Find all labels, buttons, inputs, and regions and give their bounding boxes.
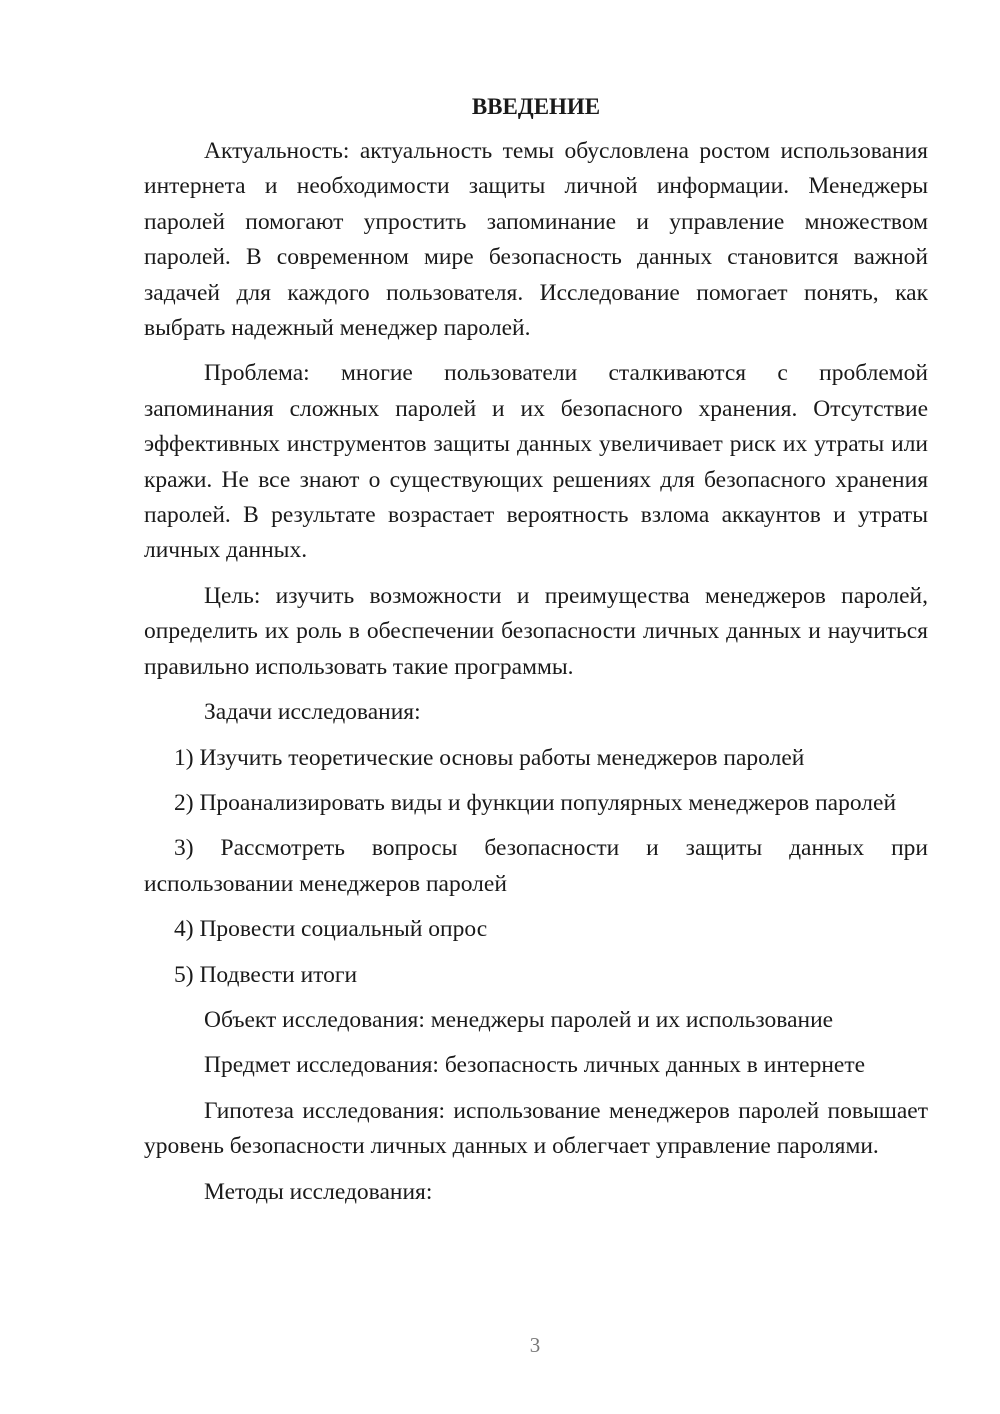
- task-item-2: 2) Проанализировать виды и функции популярных менеджеров паролей: [174, 789, 897, 816]
- document-page: [144, 90, 928, 1220]
- paragraph-methods: Методы исследования:: [204, 1178, 433, 1205]
- paragraph-subject: Предмет исследования: безопасность личных данных в интернете: [204, 1052, 866, 1079]
- paragraph-relevance: Актуальность: актуальность темы обусловлена ростом использования интернета и необходимости защиты личной информации. Менеджеры паролей помогают упростить запоминание и управление множеством паролей. В современном мире безопасность данных становится важной задачей для каждого пользователя. Исследование помогает понять, как выбрать надежный менеджер паролей.: [144, 138, 928, 342]
- task-item-4: 4) Провести социальный опрос: [174, 916, 488, 943]
- paragraph-problem: Проблема: многие пользователи сталкиваются с проблемой запоминания сложных паролей и их безопасного хранения. Отсутствие эффективных инструментов защиты данных увеличивает риск их утраты или кражи. Не все знают о существующих решениях для безопасного хранения паролей. В результате возрастает вероятность взлома аккаунтов и утраты личных данных.: [144, 360, 928, 564]
- section-title: ВВЕДЕНИЕ: [471, 94, 601, 119]
- paragraph-tasks-heading: Задачи исследования:: [204, 699, 421, 726]
- paragraph-goal: Цель: изучить возможности и преимущества менеджеров паролей, определить их роль в обеспечении безопасности личных данных и научиться правильно использовать такие программы.: [144, 582, 928, 680]
- task-item-1: 1) Изучить теоретические основы работы менеджеров паролей: [174, 744, 805, 771]
- page-number: 3: [529, 1333, 541, 1357]
- task-item-5: 5) Подвести итоги: [174, 961, 358, 988]
- paragraph-hypothesis: Гипотеза исследования: использование менеджеров паролей повышает уровень безопасности личных данных и облегчает управление паролями.: [144, 1097, 928, 1160]
- task-item-3: 3) Рассмотреть вопросы безопасности и защиты данных при использовании менеджеров паролей: [144, 835, 928, 897]
- paragraph-object: Объект исследования: менеджеры паролей и их использование: [204, 1006, 834, 1033]
